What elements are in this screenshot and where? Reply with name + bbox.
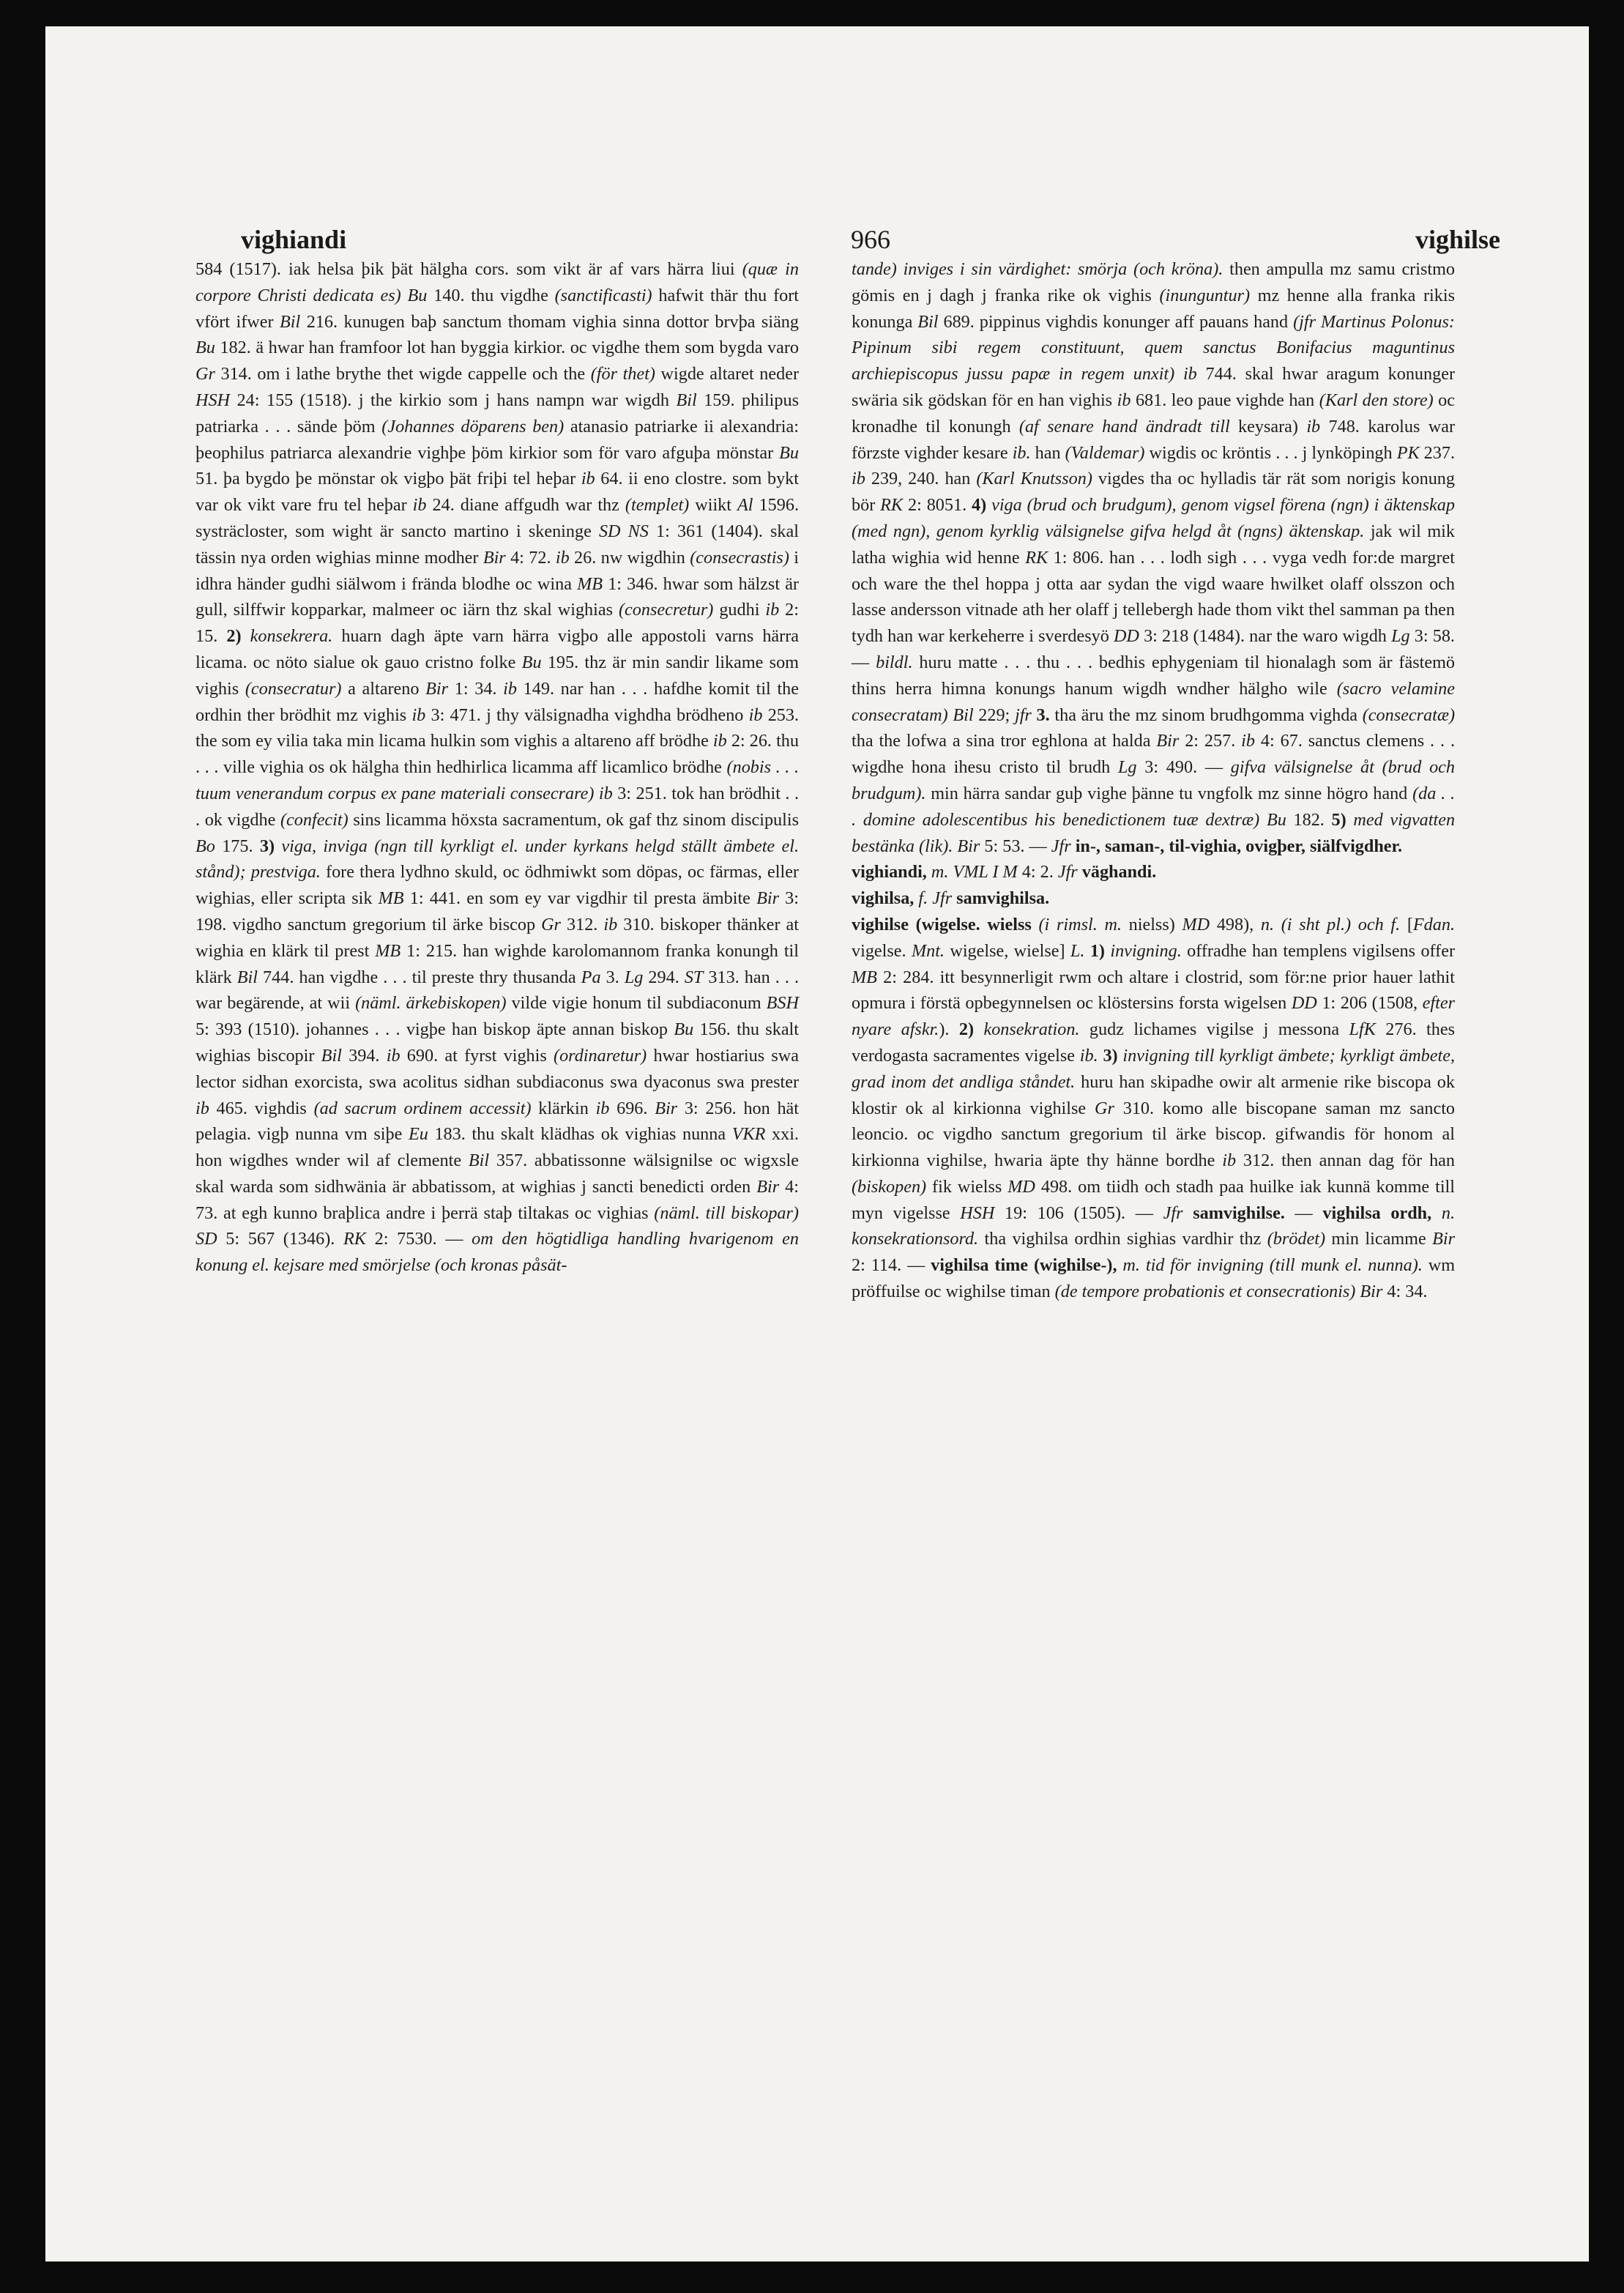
body-text: 195. thz är min sandir likame som vighis <box>195 652 799 699</box>
italic-text: (consecretur) <box>618 600 714 620</box>
headword-text: 1) <box>1090 940 1105 961</box>
italic-text: LfK <box>1349 1019 1376 1040</box>
italic-text: Mnt. <box>911 940 945 961</box>
body-text <box>1174 364 1183 384</box>
body-text: 4: 34. <box>1382 1282 1428 1302</box>
italic-text: (biskopen) <box>852 1176 927 1197</box>
italic-text: Pa <box>581 967 601 987</box>
headword-text: vighilse (wigelse. wielss <box>852 914 1032 934</box>
italic-text: BSH <box>766 993 799 1014</box>
entry-paragraph <box>195 256 799 1279</box>
body-text: 276. thes verdogasta sacramentes vigelse <box>852 1019 1456 1066</box>
body-text: 159. philipus patriarka . . . sände þöm <box>195 390 799 436</box>
headword-text: in-, saman-, til-vighia, ovigþer, siälfvigdher. <box>1075 836 1403 856</box>
italic-text: viga, inviga (ngn till kyrkligt el. under kyrkans helgd ställt ämbete el. stånd); prestviga. <box>195 836 799 882</box>
body-text: 2: 114. — <box>852 1255 931 1276</box>
italic-text: ib <box>712 731 727 751</box>
italic-text: MD <box>1182 914 1210 934</box>
italic-text: DD <box>1291 993 1317 1014</box>
body-text: klärkin <box>531 1098 596 1118</box>
italic-text: Lg <box>624 967 644 987</box>
italic-text: ib <box>555 547 570 568</box>
italic-text: f. <box>918 888 928 909</box>
body-text: 312. then annan dag för han <box>1236 1151 1455 1171</box>
italic-text: MB <box>375 940 401 961</box>
body-text: wiikt <box>689 495 738 516</box>
body-text: 1: 806. han . . . lodh sigh . . . vyga vedh for:de margret och ware the thel hoppa j otta aar sydan the vigd waare hwilket olaff olsszon och lasse andersson vitnade ath her olaff j tellebergh hade thom vikt thel samman pa then tydh han war kerkeherre i sverdesyö <box>852 547 1455 647</box>
italic-text: ib <box>598 783 613 803</box>
italic-text: ib <box>765 600 780 620</box>
headword-text: 4) <box>972 495 987 516</box>
italic-text: ib <box>411 705 426 725</box>
body-text <box>275 836 281 856</box>
body-text: wm pröffuilse oc wighilse timan <box>852 1255 1456 1302</box>
body-text: 156. thu skalt wighias biscopir <box>195 1019 799 1066</box>
body-text: 3. <box>600 967 625 987</box>
italic-text: Bil <box>236 967 258 987</box>
headword-text: 2) <box>226 626 242 647</box>
italic-text: Gr <box>1095 1098 1114 1118</box>
body-text: 140. thu vigdhe <box>427 285 555 305</box>
italic-text: (consecratæ) <box>1362 705 1456 725</box>
italic-text: (consecratur) <box>245 678 342 699</box>
body-text: 498), <box>1210 914 1261 934</box>
italic-text: m. tid för invigning (till munk el. nunna). <box>1122 1255 1423 1276</box>
body-text: 5: 567 (1346). <box>217 1229 343 1249</box>
body-text <box>1431 1203 1442 1223</box>
italic-text: ib <box>1306 416 1321 436</box>
body-text: 4: 73. at egh kunno braþlica andre i þerrä staþ tiltakas oc vighias <box>195 1176 799 1223</box>
italic-text: (Karl den store) <box>1319 390 1434 410</box>
italic-text: (näml. ärkebiskopen) <box>355 993 507 1014</box>
body-text: 19: 106 (1505). — <box>994 1203 1163 1223</box>
italic-text: ib. <box>1079 1045 1098 1066</box>
italic-text: Bir <box>957 836 980 856</box>
body-text: 149. nar han . . . hafdhe komit til the ordhin ther brödhit mz vighis <box>195 678 800 725</box>
body-text: 239, 240. han <box>865 469 977 489</box>
body-text: jak wil mik latha wighia wid henne <box>852 521 1455 568</box>
body-text: fore thera lydhno skuld, oc ödhmiwkt som döpas, oc färmas, eller wighias, eller scripta sik <box>195 862 799 909</box>
body-text: 313. han . . . war begärende, at wii <box>195 967 800 1014</box>
body-text: 64. ii eno clostre. som bykt var ok vikt vare fru tel heþar <box>195 469 799 516</box>
headword-text: vighilsa ordh, <box>1322 1203 1432 1223</box>
body-text <box>1183 1203 1193 1223</box>
italic-text: Bu <box>674 1019 694 1040</box>
italic-text: ib <box>503 678 517 699</box>
body-text: 314. om i lathe brythe thet wigde cappelle och the <box>215 364 591 384</box>
body-text: tha the lofwa a sina tror eghlona at halda <box>852 731 1157 751</box>
italic-text: konsekration. <box>983 1019 1080 1040</box>
body-text: gudhi <box>713 600 766 620</box>
italic-text: (confecit) <box>280 809 349 830</box>
body-text <box>1032 705 1037 725</box>
body-text: 1596. systräcloster, som wight är sancto martino i skeninge <box>195 495 799 541</box>
body-text: gudz lichames vigilse j messona <box>1079 1019 1349 1040</box>
italic-text: Gr <box>541 914 561 934</box>
italic-text: ib <box>748 705 763 725</box>
entry-paragraph <box>852 256 1455 859</box>
body-text: 312. <box>560 914 604 934</box>
italic-text: Lg <box>1391 626 1410 647</box>
body-text: xxi. hon wigdhes wnder wil af clemente <box>195 1124 799 1171</box>
body-text: 3: 256. hon hät pelagia. vigþ nunna vm siþe <box>195 1098 800 1145</box>
left-column <box>195 256 799 1279</box>
italic-text: Bu <box>195 338 215 358</box>
italic-text: Bil <box>676 390 697 410</box>
italic-text: (sacro velamine consecratam) <box>852 678 1455 725</box>
italic-text: (quæ in corpore Christi dedicata es) <box>195 259 799 305</box>
body-text: 357. abbatissonne wälsignilse oc wigxsle skal warda som sidhwänia är abbatissom, at wighias j sancti benedicti orden <box>195 1151 799 1197</box>
italic-text: (Valdemar) <box>1065 442 1145 463</box>
headword-text: väghandi. <box>1081 862 1157 882</box>
body-text: wigdis oc kröntis . . . j lynköpingh <box>1144 442 1397 463</box>
body-text: vilde vigie honum til subdiaconum <box>506 993 767 1014</box>
italic-text: (nobis . . . tuum venerandum corpus ex pane materiali consecrare) <box>195 757 800 803</box>
italic-text: n. konsekrationsord. <box>852 1203 1456 1249</box>
body-text: 4: 67. sanctus clemens . . . wigdhe hona ihesu cristo til brudh <box>852 731 1455 778</box>
italic-text: Bir <box>1432 1229 1456 1249</box>
body-text: 182. <box>1286 809 1332 830</box>
body-text: 2: 15. <box>195 600 799 647</box>
body-text: 1: 441. en som ey var vigdhir til presta ämbite <box>403 888 757 909</box>
italic-text: MD <box>1007 1176 1035 1197</box>
italic-text: (näml. till biskopar) <box>654 1203 799 1223</box>
italic-text: ib <box>1117 390 1131 410</box>
italic-text: (consecrastis) <box>690 547 789 568</box>
italic-text: om den högtidliga handling hvarigenom en konung el. kejsare med smörjelse (och kronas påsät- <box>195 1229 799 1276</box>
body-text: 1: 215. han wighde karolomannom franka konungh til klärk <box>195 940 799 987</box>
italic-text: (Johannes döparens ben) <box>381 416 565 436</box>
italic-text: ST <box>684 967 704 987</box>
header-right-word: vighilse <box>1415 225 1500 254</box>
italic-text: ib. <box>1012 442 1031 463</box>
italic-text: (brödet) <box>1267 1229 1325 1249</box>
headword-text: vighilsa time (wighilse-), <box>931 1255 1117 1276</box>
italic-text: viga (brud och brudgum), genom vigsel förena (ngn) i äktenskap (med ngn), genom kyrklig välsignelse gifva helgd åt (ngns) äktenskap. <box>852 495 1455 541</box>
body-text: sins licamma höxsta sacramentum, ok gaf thz sinom discipulis <box>348 809 799 830</box>
body-text: 229; <box>973 705 1015 725</box>
italic-text: SD <box>195 1229 217 1249</box>
italic-text: Bil <box>917 311 939 332</box>
italic-text: Bu <box>1266 809 1286 830</box>
italic-text: PK <box>1396 442 1420 463</box>
body-text <box>974 1019 983 1039</box>
body-text: fik wielss <box>926 1176 1008 1197</box>
body-text <box>1084 941 1090 961</box>
italic-text: (de tempore probationis et consecrationis) <box>1054 1282 1356 1302</box>
body-text <box>1259 810 1267 830</box>
italic-text: Bir <box>1156 731 1180 751</box>
headword-text: 5) <box>1331 809 1346 830</box>
italic-text: Al <box>737 495 753 516</box>
italic-text: invigning. <box>1110 940 1182 961</box>
italic-text: ib <box>581 469 595 489</box>
italic-text: HSH <box>195 390 231 410</box>
body-text: 3: 251. tok han brödhit . . . ok vigdhe <box>195 783 799 830</box>
body-text: wigde altaret neder <box>655 364 799 384</box>
body-text: 216. kunugen baþ sanctum thomam vighia sinna dottor brvþa siäng <box>300 311 799 332</box>
body-text: 1: 361 (1404). skal tässin nya orden wighias minne modher <box>195 521 799 568</box>
italic-text: Bir <box>655 1098 678 1118</box>
italic-text: n. (i sht pl.) och f. <box>1260 914 1401 934</box>
body-text: keysara) <box>1229 416 1307 436</box>
body-text: han <box>1030 442 1065 463</box>
italic-text: SD NS <box>598 521 649 541</box>
headword-text: vighiandi, <box>852 862 927 882</box>
italic-text: Gr <box>195 364 215 384</box>
italic-text: invigning till kyrkligt ämbete; kyrkligt ämbete, grad inom det andliga ståndet. <box>852 1045 1456 1092</box>
italic-text: Bil <box>468 1151 490 1171</box>
body-text: 253. the som ey vilia taka min licama hulkin som vighis a altareno aff brödhe <box>195 705 800 751</box>
entry-paragraph <box>852 859 1455 885</box>
body-text: 744. skal hwar aragum konunger swäria sik gödskan för en han vighis <box>852 364 1455 410</box>
italic-text: gifva välsignelse åt (brud och brudgum). <box>852 757 1455 803</box>
body-text: hwar hostiarius swa lector sidhan exorcista, swa acolitus sidhan subdiaconus swa dyaconus swa prester <box>195 1045 799 1092</box>
body-text: a altareno <box>341 678 426 699</box>
body-text: min licamme <box>1325 1229 1433 1249</box>
italic-text: Bir <box>483 547 506 568</box>
italic-text: Bil <box>953 705 974 725</box>
italic-text: (sanctificasti) <box>554 285 652 305</box>
headword-text: 3) <box>259 836 275 856</box>
body-text: 748. karolus war förzste vighder kesare <box>852 416 1456 463</box>
italic-text: L. <box>1070 940 1085 961</box>
body-text: — <box>1284 1203 1323 1223</box>
body-text: mz henne alla franka rikis konunga <box>852 285 1455 332</box>
italic-text: med vigvatten bestänka (lik). <box>852 809 1456 856</box>
body-text: 310. komo alle biscopane saman mz sancto leoncio. oc vigdho sanctum gregorium til ärke biscop. gifwandis för honom al kirkionna vighilse, hwaria äpte thy hänne bordhe <box>852 1098 1456 1171</box>
italic-text: Bir <box>756 1176 780 1197</box>
italic-text: bildl. <box>876 652 913 672</box>
body-text: 498. om tiidh och stadh paa huilke iak kunnä komme till myn vigelsse <box>852 1176 1455 1223</box>
body-text: hafwit thär thu fort vfört ifwer <box>195 285 799 332</box>
italic-text: jfr <box>1014 705 1032 725</box>
italic-text: DD <box>1113 626 1139 647</box>
body-text: tha äru the mz sinom brudhgomma vighda <box>1049 705 1363 725</box>
body-text: 584 (1517). iak helsa þik þät hälgha cors. som vikt är af vars härra liui <box>195 259 742 279</box>
entry-paragraph <box>852 885 1455 912</box>
body-text: nielss) <box>1121 914 1182 934</box>
italic-text: (templet) <box>625 495 690 516</box>
page-number: 966 <box>851 225 890 254</box>
body-text: [ <box>1400 914 1413 934</box>
italic-text: VML I M <box>953 862 1018 882</box>
body-text: 2: 8051. <box>903 495 972 516</box>
headword-text: 3) <box>1103 1045 1118 1066</box>
body-text: 465. vighdis <box>209 1098 314 1118</box>
italic-text: Jfr <box>932 888 953 909</box>
italic-text: Bu <box>407 285 428 305</box>
body-text: tha vighilsa ordhin sighias vardhir thz <box>978 1229 1267 1249</box>
body-text: 3: 490. — <box>1136 757 1231 778</box>
italic-text: Bir <box>425 678 449 699</box>
body-text: 4: 72. <box>505 547 556 568</box>
body-text: 681. leo paue vighde han <box>1131 390 1319 410</box>
body-text: huru han skipadhe owir alt armenie rike biscopa ok klostir ok al kirkionna vighilse <box>852 1071 1455 1118</box>
body-text: 294. <box>643 967 685 987</box>
italic-text: VKR <box>731 1124 766 1145</box>
body-text: 1: 206 (1508, <box>1316 993 1423 1014</box>
body-text: vigelse. <box>852 940 912 961</box>
italic-text: Bu <box>521 652 542 672</box>
italic-text: MB <box>577 573 603 594</box>
italic-text: (Karl Knutsson) <box>976 469 1092 489</box>
body-text: 2: 7530. — <box>365 1229 472 1249</box>
body-text: 2: 257. <box>1179 731 1242 751</box>
body-text: 2: 284. itt besynnerligit rwm och altare i clostrid, som för:ne prior hauer lathit opmura i förstä opbegynnelsen oc klöstersins forsta wigelsen <box>852 967 1455 1014</box>
italic-text: ib <box>603 914 618 934</box>
italic-text: MB <box>852 967 877 987</box>
body-text: min härra sandar guþ vighe þänne tu vngfolk mz sinne högro hand <box>925 783 1413 803</box>
headword-text: samvighilsa. <box>956 888 1050 909</box>
italic-text: ib <box>1241 731 1255 751</box>
italic-text: Jfr <box>1163 1203 1183 1223</box>
italic-text: (för thet) <box>590 364 655 384</box>
body-text: then ampulla mz samu cristmo gömis en j dagh j franka rike ok vighis <box>852 259 1455 305</box>
body-text: i idhra händer gudhi siälwom i frända blodhe oc wina <box>195 547 799 594</box>
italic-text: ib <box>595 1098 610 1118</box>
body-text: 3: 58. — <box>852 626 1455 672</box>
body-text <box>1346 810 1354 830</box>
italic-text: Bir <box>1360 1282 1383 1302</box>
italic-text: Jfr <box>1057 862 1078 882</box>
italic-text: efter nyare afskr. <box>852 993 1455 1040</box>
body-text: 3: 218 (1484). nar the waro wigdh <box>1139 626 1392 647</box>
body-text: 310. biskoper thänker at wighia en klärk til prest <box>195 914 800 961</box>
body-text: vigdes tha oc hylladis tär rät som norigis konung bör <box>852 469 1455 516</box>
body-text: ). <box>939 1019 959 1040</box>
italic-text: ib <box>412 495 427 516</box>
body-text: 237. <box>1419 442 1456 463</box>
running-header <box>241 224 1500 261</box>
body-text: 1: 34. <box>448 678 504 699</box>
italic-text: Bo <box>195 836 215 856</box>
italic-text: ib <box>852 469 865 489</box>
italic-text: (da . . . domine adolescentibus his benedictionem tuæ dextræ) <box>852 783 1455 830</box>
italic-text: Lg <box>1117 757 1137 778</box>
body-text: 3: 471. j thy välsignadha vighdha brödheno <box>425 705 749 725</box>
body-text: offradhe han templens vigilsens offer <box>1181 940 1456 961</box>
body-text: 696. <box>609 1098 655 1118</box>
body-text: 5: 53. — <box>980 836 1051 856</box>
body-text: 4: 2. <box>1017 862 1058 882</box>
italic-text: RK <box>343 1229 366 1249</box>
body-text: 175. <box>215 836 260 856</box>
body-text: 744. han vigdhe . . . til preste thry thusanda <box>257 967 581 987</box>
header-left-word: vighiandi <box>241 225 347 254</box>
italic-text: Bil <box>280 311 301 332</box>
italic-text: m. <box>931 862 949 882</box>
body-text: atanasio patriarke ii alexandria: þeophilus patriarca alexandrie vighþe þöm kirkior som för varo afguþa mönstar <box>195 416 799 463</box>
italic-text: tande) inviges i sin värdighet: smörja (och kröna). <box>852 259 1223 279</box>
italic-text: RK <box>880 495 904 516</box>
body-text: huru matte . . . thu . . . bedhis ephygeniam til hionalagh som är fästemö thins herra himna konungs hanum wigdh wndher hälgho wile <box>852 652 1456 699</box>
body-text: 24. diane affgudh war thz <box>426 495 625 516</box>
italic-text: Fdan. <box>1412 914 1456 934</box>
italic-text: RK <box>1025 547 1048 568</box>
right-column <box>852 256 1455 1305</box>
italic-text: (ordinaretur) <box>554 1045 647 1066</box>
body-text: oc kronadhe til konungh <box>852 390 1455 436</box>
headword-text: 3. <box>1036 705 1050 725</box>
italic-text: Bil <box>321 1045 342 1066</box>
italic-text: Bu <box>779 442 799 463</box>
body-text: 394. <box>341 1045 387 1066</box>
italic-text: (ad sacrum ordinem accessit) <box>313 1098 532 1118</box>
italic-text: (inunguntur) <box>1159 285 1251 305</box>
body-text: 182. ä hwar han framfoor lot han byggia kirkior. oc vigdhe them som bygda varo <box>215 338 799 358</box>
body-text <box>242 626 250 646</box>
italic-text: Jfr <box>1051 836 1071 856</box>
headword-text: samvighilse. <box>1193 1203 1285 1223</box>
headword-text: vighilsa, <box>852 888 915 909</box>
italic-text: ib <box>1182 364 1197 384</box>
italic-text: HSH <box>960 1203 995 1223</box>
body-text: 24: 155 (1518). j the kirkio som j hans nampn war wigdh <box>230 390 677 410</box>
body-text: huarn dagh äpte varn härra vigþo alle appostoli varns härra licama. oc nöto sialue ok gauo cristno folke <box>195 626 800 672</box>
body-text: 183. thu skalt klädhas ok vighias nunna <box>428 1124 732 1145</box>
italic-text: Bir <box>756 888 779 909</box>
body-text: 2: 26. thu . . . ville vighia os ok hälgha thin hedhirlica licamma aff licamlico brödhe <box>195 731 799 778</box>
body-text: 1: 346. hwar som hälzst är gull, silffwir kopparkar, malmeer oc iärn thz skal wighias <box>195 573 799 620</box>
body-text: 26. nw wigdhin <box>569 547 690 568</box>
body-text <box>401 286 408 305</box>
body-text: wigelse, wielse] <box>944 940 1070 961</box>
italic-text: (i rimsl. m. <box>1038 914 1122 934</box>
italic-text: ib <box>386 1045 401 1066</box>
italic-text: (jfr Martinus Polonus: Pipinum sibi regem constituunt, quem sanctus Bonifacius maguntinus archiepiscopus jussu papæ in regem unxit) <box>852 311 1455 384</box>
italic-text: ib <box>195 1098 209 1118</box>
body-text <box>1032 915 1039 934</box>
headword-text: 2) <box>958 1019 975 1040</box>
italic-text: ib <box>1222 1151 1237 1171</box>
body-text: 51. þa bygdo þe mönstar ok vigþo þät friþi tel heþar <box>195 469 581 489</box>
italic-text: MB <box>378 888 404 909</box>
entry-paragraph <box>852 912 1455 1305</box>
italic-text: konsekrera. <box>250 626 333 647</box>
italic-text: (af senare hand ändradt till <box>1018 416 1230 436</box>
body-text: 690. at fyrst vighis <box>400 1045 554 1066</box>
italic-text: Eu <box>408 1124 428 1145</box>
body-text: 689. pippinus vighdis konunger aff pauans hand <box>938 311 1294 332</box>
body-text: 3: 198. vigdho sanctum gregorium til ärke biscop <box>195 888 799 934</box>
body-text: 5: 393 (1510). johannes . . . vigþe han biskop äpte annan biskop <box>195 1019 674 1040</box>
